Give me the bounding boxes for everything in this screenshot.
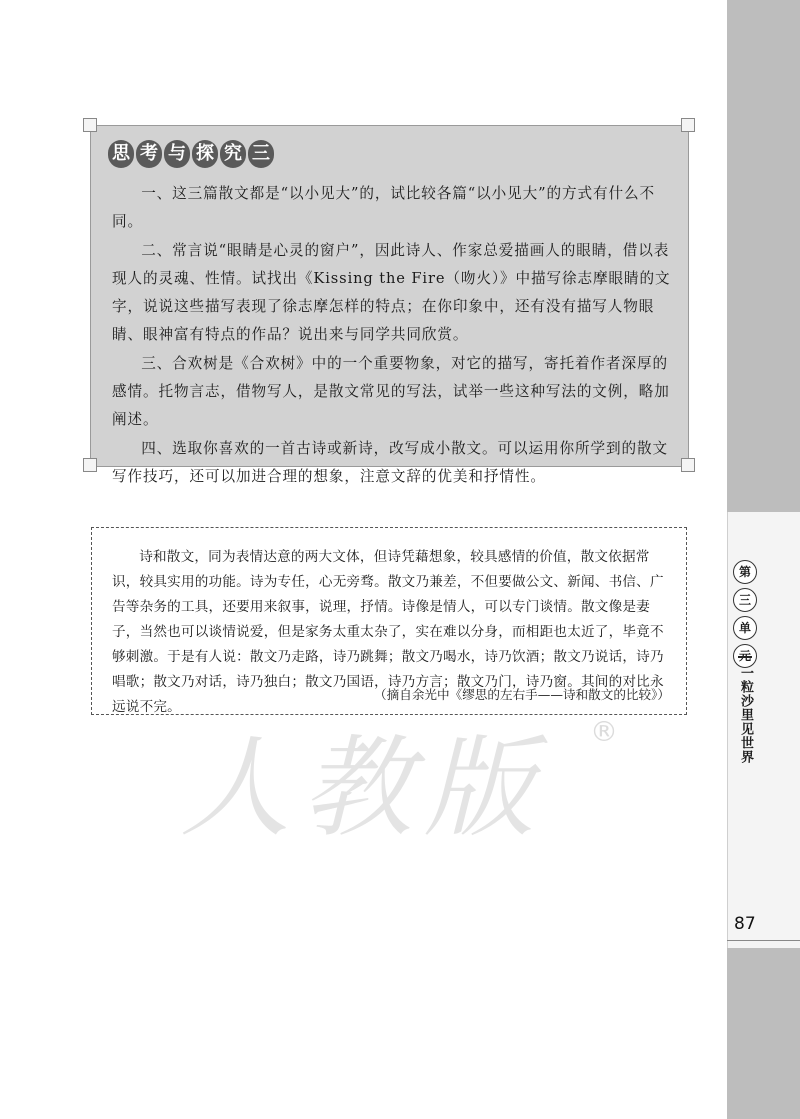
exercise-title-char: 三	[248, 140, 274, 168]
unit-label	[733, 560, 757, 668]
exercise-question-2: 二、常言说“眼睛是心灵的窗户”，因此诗人、作家总爱描画人的眼睛，借以表现人的灵魂、性情。试找出《Kissing the Fire（吻火）》中描写徐志摩眼睛的文字，说说这些描写表现了徐志摩怎样的特点；在你印象中，还有没有描写人物眼睛、眼神富有特点的作品？说出来与同学共同欣赏。	[112, 241, 671, 344]
unit-char: 单	[733, 616, 757, 640]
panel-corner	[681, 458, 695, 472]
exercise-title-char: 与	[164, 140, 190, 168]
registered-mark: ®	[590, 715, 618, 748]
exercise-title-char: 考	[136, 140, 162, 168]
unit-char: 三	[733, 588, 757, 612]
exercise-body	[112, 180, 672, 491]
side-tab-top	[727, 0, 800, 512]
exercise-title-char: 究	[220, 140, 246, 168]
panel-corner	[681, 118, 695, 132]
unit-char: 元	[733, 644, 757, 668]
side-tab-bottom	[727, 948, 800, 1119]
publisher-watermark: 人教版	[180, 724, 546, 852]
exercise-question-4: 四、选取你喜欢的一首古诗或新诗，改写成小散文。可以运用你所学到的散文写作技巧，还可以加进合理的想象，注意文辞的优美和抒情性。	[112, 439, 668, 485]
unit-char: 第	[733, 560, 757, 584]
exercise-title	[108, 140, 274, 170]
quote-text: 诗和散文，同为表情达意的两大文体，但诗凭藉想象，较具感情的价值，散文依据常识，较具实用的功能。诗为专任，心无旁骛。散文乃兼差，不但要做公文、新闻、书信、广告等杂务的工具，还要用来叙事，说理，抒情。诗像是情人，可以专门谈情。散文像是妻子，当然也可以谈情说爱，但是家务太重太杂了，实在难以分身，而相距也太近了，毕竟不够刺激。于是有人说：散文乃走路，诗乃跳舞；散文乃喝水，诗乃饮酒；散文乃说话，诗乃唱歌；散文乃对话，诗乃独白；散文乃国语，诗乃方言；散文乃门，诗乃窗。其间的对比永远说不完。	[112, 549, 664, 715]
panel-corner	[83, 118, 97, 132]
unit-separator	[738, 656, 752, 658]
exercise-title-char: 探	[192, 140, 218, 168]
exercise-question-1: 一、这三篇散文都是“以小见大”的，试比较各篇“以小见大”的方式有什么不同。	[112, 185, 655, 231]
page-number: 87	[734, 914, 756, 934]
unit-title: 一粒沙里见世界	[738, 666, 753, 764]
exercise-question-3: 三、合欢树是《合欢树》中的一个重要物象，对它的描写，寄托着作者深厚的感情。托物言志，借物写人，是散文常见的写法，试举一些这种写法的文例，略加阐述。	[112, 354, 670, 429]
quote-source: （摘自余光中《缪思的左右手——诗和散文的比较》）	[374, 687, 670, 702]
exercise-title-char: 思	[108, 140, 134, 168]
panel-corner	[83, 458, 97, 472]
page-number-rule	[727, 940, 800, 941]
